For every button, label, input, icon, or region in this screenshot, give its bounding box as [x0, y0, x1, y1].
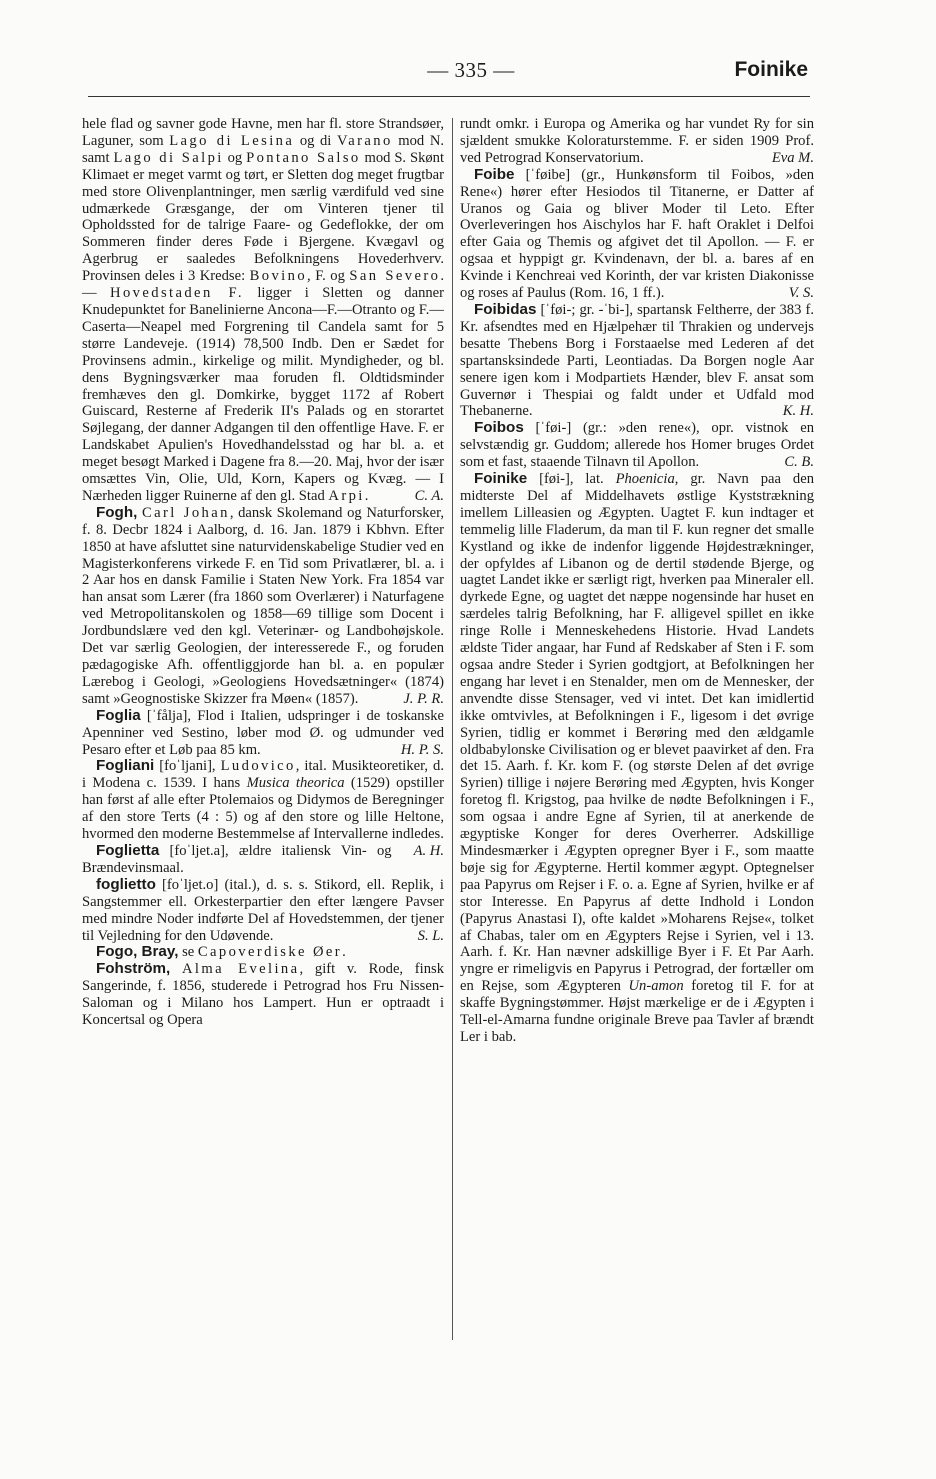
running-head: Foinike	[734, 58, 808, 81]
headword: Foinike	[474, 470, 528, 488]
signature: C. A.	[414, 487, 444, 504]
signature: Eva M.	[771, 149, 814, 166]
header-rule	[88, 96, 810, 97]
headword: Foglia	[96, 706, 141, 724]
entry-fohstrom: Fohström, Alma Evelina, gift v. Rode, finsk Sangerinde, f. 1856, studerede i Petrograd hos Fru Nissen-Saloman og i Milano hos Lampert. Hun er optraadt i Koncertsal og Opera	[82, 960, 444, 1029]
right-column	[460, 116, 814, 1046]
signature: J. P. R.	[403, 690, 444, 707]
signature: A. H.	[413, 842, 444, 859]
headword: Fogo, Bray,	[96, 943, 179, 961]
entry-fogliani: Fogliani [foˈljani], Ludovico, ital. Musikteoretiker, d. i Modena c. 1539. I hans Musica theorica (1529) opstiller han først af alle efter Ptolemaios og Didymos de Beregninger af den store Terts (4 : 5) og af den store og lille Heltone, hvormed den moderne Bestemmelse af Intervallerne indledes. A. H.	[82, 757, 444, 859]
headword: Fogliani	[96, 757, 155, 775]
signature: V. S.	[788, 285, 814, 302]
headword: Fohström,	[96, 960, 171, 978]
entry-fohstrom-continued: rundt omkr. i Europa og Amerika og har vundet Ry for sin sjældent smukke Koloraturstemme. F. er siden 1909 Prof. ved Petrograd Konservatorium. Eva M.	[460, 116, 814, 166]
entry-foglietta: Foglietta [foˈljet.a], ældre italiensk Vin- og Brændevinsmaal.	[82, 841, 392, 876]
entry-foglietto: foglietto [foˈljet.o] (ital.), d. s. s. Stikord, ell. Replik, i Sangstemmer ell. Orkesterpartier den efter længere Pavser med mindre Noder indførte Del af Hovedstemmen, der tjener til Vejledning for den Udøvende. S. L.	[82, 875, 444, 944]
entry-foibe: Foibe [ˈføibe] (gr., Hunkønsform til Foibos, »den Rene«) hører efter Hesiodos til Titanerne, er Datter af Uranos og Gaia og bliver Moder til Leto. Efter Overleveringen hos Aischylos har F. haft Oraklet i Delfoi efter Gaia og Themis og afgivet det til Apollon. — F. er ogsaa et hyppigt gr. Kvindenavn, der bl. a. bares af en Kvinde i Kenchreai ved Korinth, der var kristen Diakonisse og roses af Paulus (Rom. 16, 1 ff.). V. S.	[460, 165, 814, 302]
signature: C. B.	[784, 454, 814, 471]
headword: Foibos	[474, 419, 524, 437]
left-column	[82, 116, 444, 1029]
headword: Foibidas	[474, 300, 537, 318]
entry-foinike: Foinike [føi-], lat. Phoenicia, gr. Navn paa den midterste Del af Middelhavets østlige Kyststrækning imellem Lilleasien og Ægypten. Uagtet F. kun indtager et temmelig lille Fladerum, da man til F. kun regner det smalle Kystland og ikke de indenfor liggende Højdestrækninger, der opfyldes af Libanon og de dertil stødende Bjerge, og uagtet Landet ikke er særligt rigt, hverken paa Mineraler ell. dyrkede Egne, og uagtet det næppe nogensinde har huset en særdeles talrig Befolkning, har F. alligevel spillet en ikke ringe Rolle i Menneskehedens Historie. Hvad Landets ældste Tider angaar, har Fund af Redskaber af Sten i F. som ogsaa andre Steder i Syrien godtgjort, at Befolkningen her engang har levet i en Stenalder, men om de Mennesker, der anvendte disse Stensager, ved vi intet. Det kan imidlertid ikke omtvivles, at Befolkningen i F., ligesom i det øvrige Syrien, tidlig er kommet i Berøring med den ældgamle oldbabylonske Civilisation og er blevet paavirket af den. Fra det 15. Aarh. f. Kr. kom F. (og største Delen af det øvrige Syrien) tillige i nøjere Berøring med Ægypten, hvis Konger foretog fl. Krigstog, paa hvilke de nødte Befolkningen i F., som ogsaa i andre Egne af Syrien, til at anerkende de ægyptiske Konger for deres Overherrer. Adskillige Mindesmærker i Ægypten opregner Byer i F., som maatte bøje sig for Ægypterne. Hertil kommer ægypt. Optegnelser paa Papyrus om Rejser i F. o. a. Egne af Syrien, hvilke er af stor Interesse. En Papyrus af dette Indhold i London (Papyrus Anastasi I), ofte kaldet »Moharens Rejse«, tolket af Chabas, taler om en Ægypters Rejse i Syrien, vel i 13. Aarh. f. Kr. Han nævner adskillige Byer i F. Et Par Aarh. yngre er rimeligvis en Papyrus i Petrograd, der fortæller om en Rejse, som Ægypteren Un-amon foretog til F. for at skaffe Bygningstømmer. Højst mærkelige er de i Ægypten i Tell-el-Amarna fundne originale Breve paa Tavler af brændt Ler i bab.	[460, 470, 814, 1045]
headword: Foibe	[474, 165, 515, 183]
signature: H. P. S.	[400, 741, 444, 758]
entry-foibos: Foibos [ˈføi-] (gr.: »den rene«), opr. vistnok en selvstændig gr. Guddom; allerede hos Homer bruges Ordet som et fast, staaende Tilnavn til Apollon. C. B.	[460, 419, 814, 471]
entry-fogh: Fogh, Carl Johan, dansk Skolemand og Naturforsker, f. 8. Decbr 1824 i Aalborg, d. 16. Jan. 1879 i Kbhvn. Efter 1850 at have afsluttet sine naturvidenskabelige Studier ved en Magisterkonferens virkede F. en Tid som Privatlærer, bl. a. i 2 Aar hos en dansk Familie i Staten New York. Fra 1854 var han ansat som Lærer (fra 1860 som Overlærer) i Naturfagene ved Metropolitanskolen og 1858—69 tillige som Docent i Jordbundslære ved den kgl. Veterinær- og Landbohøjskole. Det var særlig Geologien, der interesserede F., og foruden pædagogiske Afh. offentliggjorde han bl. a. en populær Lærebog i Geologi, »Geologiens Hovedsætninger« (1874) samt »Geognostiske Skizzer fra Møen« (1857). J. P. R.	[82, 503, 444, 707]
entry-fogo: Fogo, Bray, se Capoverdiske Øer.	[96, 943, 346, 961]
signature: K. H.	[782, 403, 814, 420]
signature: S. L.	[417, 927, 444, 944]
column-rule	[452, 118, 453, 1340]
entry-foglia: Foglia [ˈfålja], Flod i Italien, udspringer i de toskanske Apenniner ved Sestino, løber mod Ø. og udmunder ved Pesaro efter et Løb paa 85 km. H. P. S.	[82, 706, 444, 758]
entry-foggia-continued: hele flad og savner gode Havne, men har fl. store Strandsøer, Laguner, som Lago di Lesina og di Varano mod N. samt Lago di Salpi og Pontano Salso mod S. Skønt Klimaet er meget varmt og tørt, er Sletten dog meget frugtbar med store Olivenplantninger, men særlig værdifuld ved sine udmærkede Græsgange, der om Vinteren tjener til Opholdssted for de talrige Faare- og Gedeflokke, der om Sommeren finder deres Føde i Bjergene. Kvægavl og Agerbrug er saaledes Befolkningens Hovederhverv. Provinsen deles i 3 Kredse: Bovino, F. og San Severo. — Hovedstaden F. ligger i Sletten og danner Knudepunktet for Banelinierne Ancona—F.—Otranto og F.—Caserta—Neapel med Forgrening til Candela samt for 5 større Landeveje. (1914) 78,500 Indb. Den er Sædet for Provinsens admin., kirkelige og milit. Myndigheder, og bl. dens Bygningsværker maa foruden fl. Oldtidsminder fremhæves den gl. Domkirke, bygget 1172 af Robert Guiscard, Resterne af Frederik II's Palads og en storartet Søjlegang, der danner Adgangen til den offentlige Have. F. er Landskabet Apulien's Hovedhandelsstad og har bl. a. et meget besøgt Marked i Dagene fra 8.—20. Maj, hvor der især omsættes Vin, Olie, Uld, Korn, Kapers og Kvæg. — I Nærheden ligger Ruinerne af den gl. Stad Arpi. C. A.	[82, 116, 445, 504]
headword: foglietto	[96, 875, 156, 893]
headword: Foglietta	[96, 841, 160, 859]
headword: Fogh,	[96, 503, 138, 521]
entry-foibidas: Foibidas [ˈføi-; gr. -ˈbi-], spartansk Feltherre, der 383 f. Kr. afsendtes med en Hjælpehær til Thrakien og undervejs besatte Thebens Borg i Forstaaelse med Lederen af det spartansksindede Parti, Leontiadas. Da Borgen nogle Aar senere igen kom i Modpartiets Hænder, blev F. ansat som Guvernør i Thespiai og faldt under et Udfald mod Thebanerne. K. H.	[460, 300, 814, 420]
page-header	[88, 58, 810, 90]
page-number: — 335 —	[427, 58, 515, 82]
